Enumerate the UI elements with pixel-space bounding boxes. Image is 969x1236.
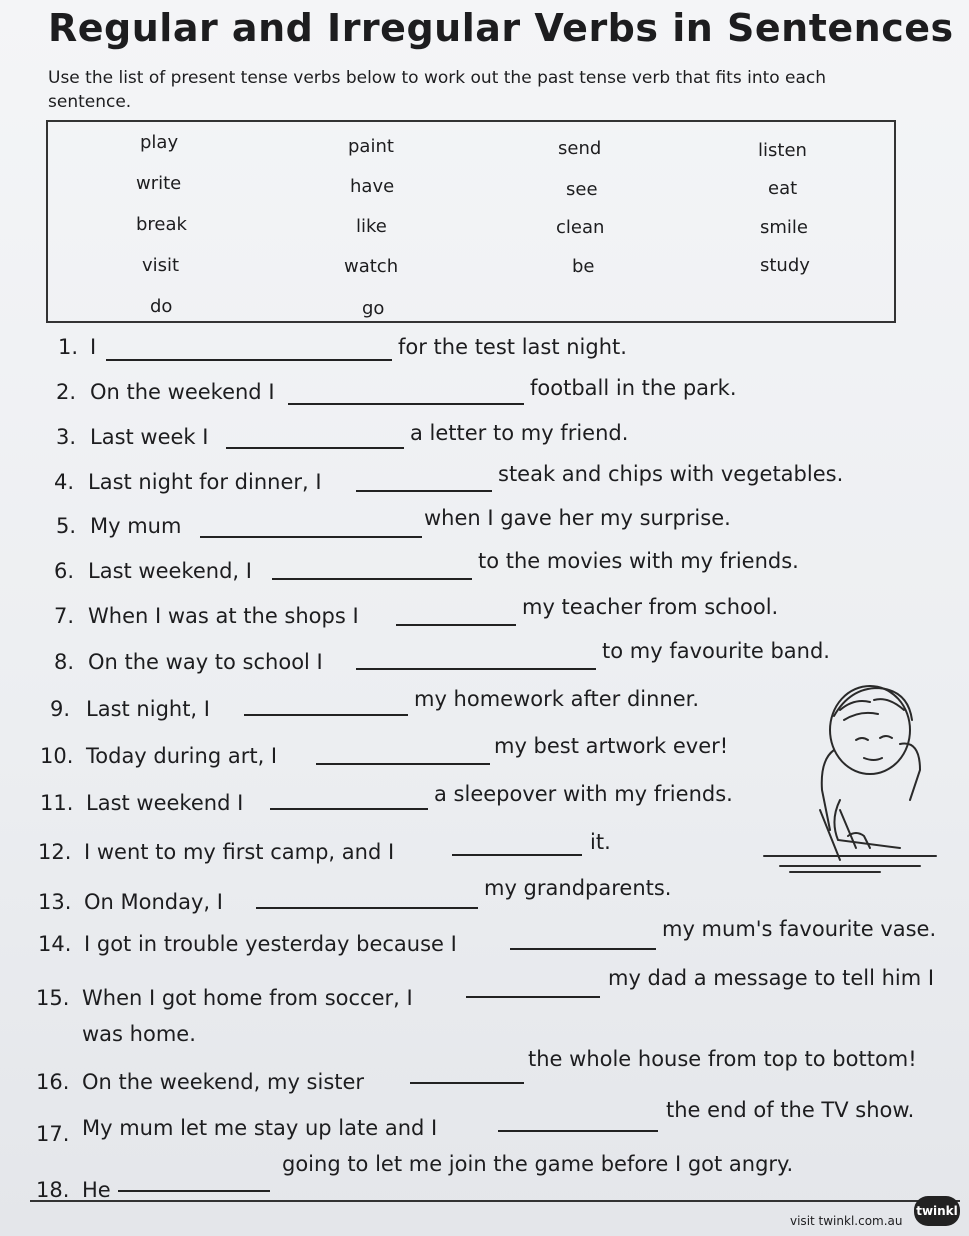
verb-item: visit: [142, 255, 180, 276]
question-number: 16.: [36, 1070, 70, 1094]
question-text-continued: was home.: [82, 1022, 196, 1046]
question-text-before: When I was at the shops I: [88, 604, 359, 628]
verb-item: eat: [768, 178, 798, 199]
answer-blank[interactable]: [118, 1190, 270, 1192]
question-text-after: my teacher from school.: [522, 595, 779, 619]
verb-item: study: [760, 255, 810, 276]
question-number: 15.: [36, 986, 70, 1010]
question-text-after: steak and chips with vegetables.: [498, 462, 844, 486]
question-number: 18.: [36, 1178, 70, 1202]
answer-blank[interactable]: [356, 668, 596, 670]
question-text-before: Today during art, I: [86, 744, 278, 768]
question-text-before: On the way to school I: [88, 650, 323, 674]
question-text-after: my dad a message to tell him I: [608, 966, 935, 990]
question-text-before: Last week I: [90, 425, 209, 449]
verb-item: smile: [760, 217, 808, 238]
question-text-after: when I gave her my surprise.: [424, 506, 731, 530]
answer-blank[interactable]: [510, 948, 656, 950]
question-number: 6.: [54, 559, 75, 583]
question-text-before: Last weekend I: [86, 791, 244, 815]
question-text-after: going to let me join the game before I got angry.: [282, 1152, 794, 1176]
verb-item: do: [150, 296, 173, 317]
question-text-before: I got in trouble yesterday because I: [84, 932, 457, 956]
verb-item: have: [350, 176, 395, 197]
question-number: 8.: [54, 650, 75, 674]
question-text-before: Last night for dinner, I: [88, 470, 322, 494]
question-text-before: My mum: [90, 514, 182, 538]
verb-item: see: [566, 179, 598, 200]
question-text-after: to the movies with my friends.: [478, 549, 799, 573]
question-text-before: He: [82, 1178, 111, 1202]
question-text-before: I went to my first camp, and I: [84, 840, 395, 864]
question-text-before: My mum let me stay up late and I: [82, 1116, 438, 1140]
question-text-after: my homework after dinner.: [414, 687, 700, 711]
answer-blank[interactable]: [356, 490, 492, 492]
verb-item: go: [362, 298, 385, 319]
footer-url[interactable]: visit twinkl.com.au: [790, 1214, 903, 1228]
question-text-after: the end of the TV show.: [666, 1098, 915, 1122]
question-text-before: On the weekend, my sister: [82, 1070, 365, 1094]
verb-list-box: [46, 120, 896, 323]
footer-divider: [30, 1200, 960, 1202]
question-text-after: it.: [590, 830, 611, 854]
question-text-after: my mum's favourite vase.: [662, 917, 937, 941]
question-number: 5.: [56, 514, 77, 538]
question-text-after: a letter to my friend.: [410, 421, 629, 445]
question-text-after: football in the park.: [530, 376, 737, 400]
verb-item: paint: [348, 136, 394, 157]
question-number: 2.: [56, 380, 77, 404]
question-number: 9.: [50, 697, 71, 721]
answer-blank[interactable]: [226, 447, 404, 449]
answer-blank[interactable]: [288, 403, 524, 405]
answer-blank[interactable]: [396, 624, 516, 626]
answer-blank[interactable]: [452, 854, 582, 856]
question-text-before: Last night, I: [86, 697, 210, 721]
verb-item: clean: [556, 217, 605, 238]
twinkl-logo: twinkl: [914, 1196, 960, 1226]
question-text-before: On Monday, I: [84, 890, 223, 914]
student-writing-illustration: [760, 680, 940, 880]
question-text-before: I: [90, 335, 97, 359]
verb-item: write: [136, 173, 182, 194]
question-number: 3.: [56, 425, 77, 449]
answer-blank[interactable]: [256, 907, 478, 909]
question-text-after: my grandparents.: [484, 876, 672, 900]
answer-blank[interactable]: [272, 578, 472, 580]
question-number: 4.: [54, 470, 75, 494]
instructions: Use the list of present tense verbs below to work out the past tense verb that fits into each sentence.: [48, 68, 827, 112]
question-text-after: my best artwork ever!: [494, 734, 729, 758]
verb-item: play: [140, 132, 179, 153]
answer-blank[interactable]: [466, 996, 600, 998]
answer-blank[interactable]: [498, 1130, 658, 1132]
question-number: 11.: [40, 791, 74, 815]
question-number: 14.: [38, 932, 72, 956]
question-text-before: When I got home from soccer, I: [82, 986, 413, 1010]
question-text-after: for the test last night.: [398, 335, 627, 359]
answer-blank[interactable]: [270, 808, 428, 810]
verb-item: like: [356, 216, 387, 237]
question-number: 1.: [58, 335, 79, 359]
answer-blank[interactable]: [316, 763, 490, 765]
verb-item: break: [136, 214, 187, 235]
answer-blank[interactable]: [410, 1082, 524, 1084]
question-number: 10.: [40, 744, 74, 768]
verb-item: be: [572, 256, 595, 277]
answer-blank[interactable]: [244, 714, 408, 716]
question-number: 7.: [54, 604, 75, 628]
question-text-after: the whole house from top to bottom!: [528, 1047, 917, 1071]
verb-item: watch: [344, 256, 399, 277]
question-text-before: On the weekend I: [90, 380, 275, 404]
question-text-before: Last weekend, I: [88, 559, 252, 583]
answer-blank[interactable]: [200, 536, 422, 538]
question-number: 13.: [38, 890, 72, 914]
verb-item: listen: [758, 140, 807, 161]
question-text-after: to my favourite band.: [602, 639, 830, 663]
question-number: 17.: [36, 1122, 70, 1146]
question-number: 12.: [38, 840, 72, 864]
answer-blank[interactable]: [106, 359, 392, 361]
page-title: Regular and Irregular Verbs in Sentences: [48, 6, 954, 50]
question-text-after: a sleepover with my friends.: [434, 782, 733, 806]
verb-item: send: [558, 138, 602, 159]
